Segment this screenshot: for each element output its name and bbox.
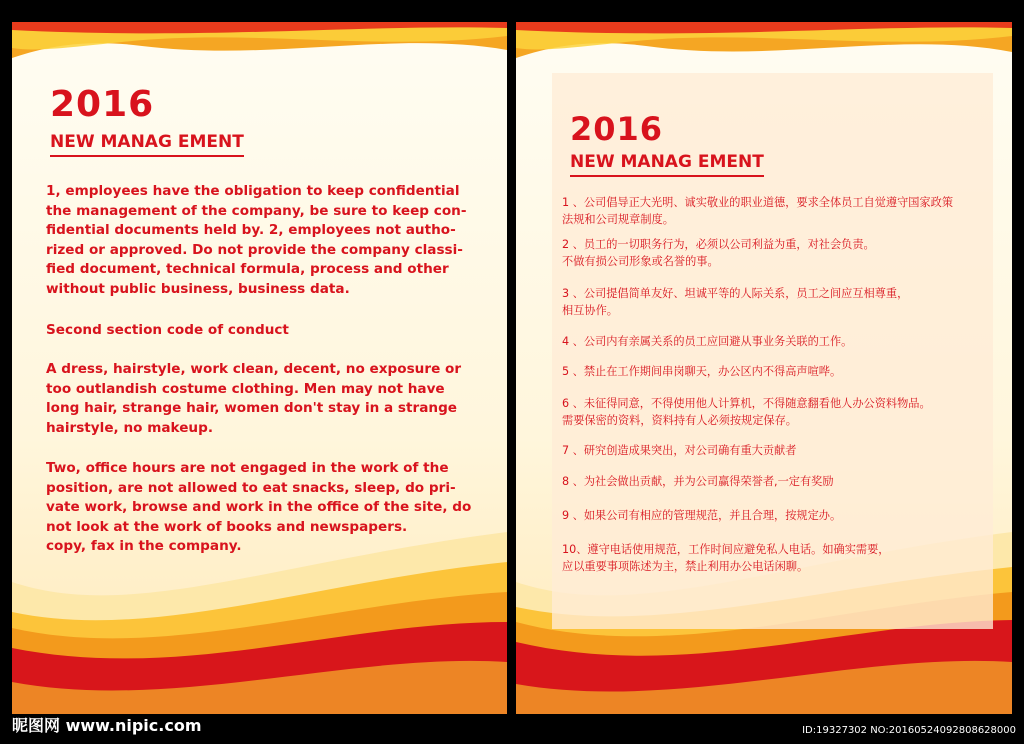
rule-item-10: 10、遵守电话使用规范，工作时间应避免私人电话。如确实需要， 应以重要事项陈述为主，禁止利用办公电话闲聊。 <box>562 543 890 573</box>
year-title: 2016 <box>570 110 664 148</box>
rule-item-5: 5 、禁止在工作期间串岗聊天，办公区内不得高声喧哗。 <box>562 365 842 378</box>
paragraph-section-heading: Second section code of conduct <box>46 322 289 338</box>
image-id-credit: ID:19327302 NO:20160524092808628000 <box>802 725 1016 736</box>
subtitle: NEW MANAG EMENT <box>50 132 244 157</box>
rule-item-2: 2 、员工的一切职务行为，必须以公司利益为重，对社会负责。 不做有损公司形象或名誉的事。 <box>562 238 875 268</box>
paragraph-dress-code: A dress, hairstyle, work clean, decent, no exposure or too outlandish costume clothing. Men may not have long hair, strange hair, women don't stay in a strange hairstyle, no makeup. <box>46 361 462 436</box>
paragraph-confidentiality: 1, employees have the obligation to keep confidential the management of the company, be sure to keep con- fidential documents held by. 2, employees not autho- rized or approved. Do not provide the company classi- fied document, technical formula, process and other without public business, business data. <box>46 183 467 297</box>
rule-item-1: 1 、公司倡导正大光明、诚实敬业的职业道德，要求全体员工自觉遵守国家政策 法规和公司规章制度。 <box>562 196 954 226</box>
rule-item-4: 4 、公司内有亲属关系的员工应回避从事业务关联的工作。 <box>562 335 853 348</box>
watermark-site-credit: 昵图网 www.nipic.com <box>12 716 202 735</box>
rule-item-7: 7 、研究创造成果突出，对公司确有重大贡献者 <box>562 444 797 457</box>
left-flyer-panel <box>12 22 507 714</box>
rule-item-9: 9 、如果公司有相应的管理规范，并且合理，按规定办。 <box>562 509 842 522</box>
right-flyer-panel <box>516 22 1012 714</box>
paragraph-office-hours: Two, office hours are not engaged in the work of the position, are not allowed to eat snacks, sleep, do pri- vate work, browse and work in the office of the site, do not look at the work of books and newspapers. copy, fax in the company. <box>46 460 472 555</box>
rule-item-8: 8 、为社会做出贡献，并为公司赢得荣誉者,一定有奖励 <box>562 475 834 488</box>
rule-item-3: 3 、公司提倡简单友好、坦诚平等的人际关系，员工之间应互相尊重， 相互协作。 <box>562 287 909 317</box>
rule-item-6: 6 、未征得同意，不得使用他人计算机，不得随意翻看他人办公资料物品。 需要保密的资料，资料持有人必须按规定保存。 <box>562 397 931 427</box>
subtitle: NEW MANAG EMENT <box>570 152 764 177</box>
year-title: 2016 <box>50 84 155 125</box>
